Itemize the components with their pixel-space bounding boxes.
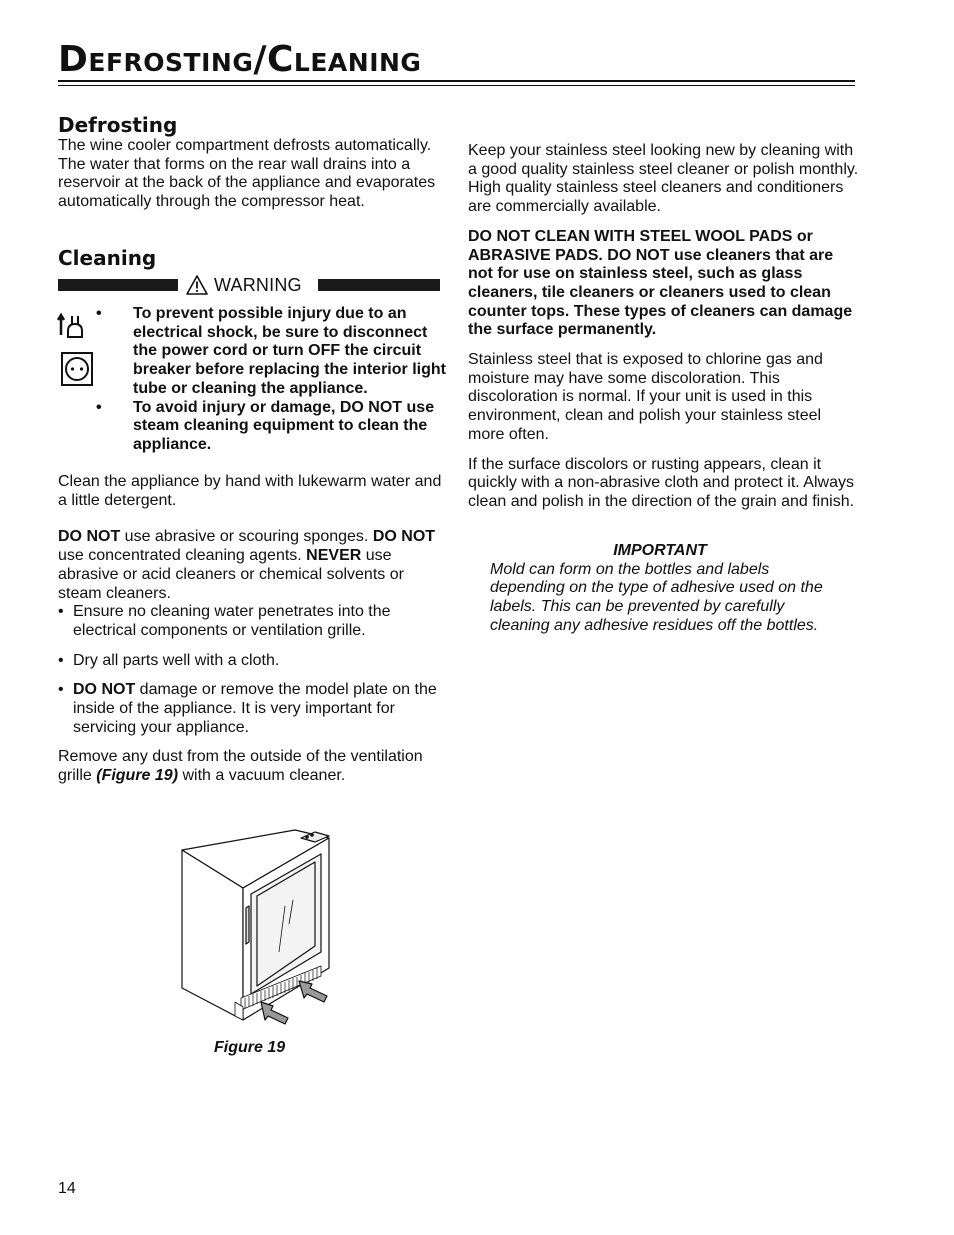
- list-item: • DO NOT damage or remove the model plate on the inside of the appliance. It is very important for servicing your appliance.: [58, 681, 437, 736]
- warning-bar-left: [58, 279, 178, 291]
- cleaning-para3: Remove any dust from the outside of the ventilation grille (Figure 19) with a vacuum cleaner.: [58, 748, 423, 785]
- wine-cooler-figure: [175, 826, 360, 1026]
- right-para2: DO NOT CLEAN WITH STEEL WOOL PADS or ABRASIVE PADS. DO NOT use cleaners that are not for use on stainless steel, such as glass cleaners, tile cleaners or cleaners used to clean counter tops. These types of cleaners can damage the surface permanently.: [468, 227, 853, 339]
- cleaning-para2: DO NOT use abrasive or scouring sponges. DO NOT use concentrated cleaning agents. NEVER use abrasive or acid cleaners or chemical solvents or steam cleaners.: [58, 528, 436, 602]
- electrical-plug-icon: [57, 309, 97, 389]
- defrosting-section: [58, 113, 448, 212]
- right-para1: Keep your stainless steel looking new by cleaning with a good quality stainless steel cleaner or polish monthly. High quality stainless steel cleaners and conditioners are commercially available.: [468, 142, 859, 216]
- right-para3: Stainless steel that is exposed to chlorine gas and moisture may have some discoloration. This discoloration is normal. If your unit is used in this environment, clean and polish your stainless steel more often.: [468, 351, 823, 443]
- title-rule: [58, 80, 855, 82]
- defrosting-heading: Defrosting: [58, 113, 178, 137]
- cleaning-body: [58, 473, 448, 786]
- cleaning-para1: Clean the appliance by hand with lukewarm water and a little detergent.: [58, 473, 442, 509]
- list-item: • Dry all parts well with a cloth.: [58, 651, 280, 669]
- right-para4: If the surface discolors or rusting appears, clean it quickly with a non-abrasive cloth and protect it. Always clean and polish in the direction of the grain and finish.: [468, 455, 855, 510]
- list-item: • Ensure no cleaning water penetrates into the electrical components or ventilation grille.: [58, 603, 391, 639]
- warning-triangle-icon: [186, 275, 208, 295]
- cleaning-bullets: [58, 603, 448, 737]
- warning-bar-right: [318, 279, 440, 291]
- warning-item: • To prevent possible injury due to an electrical shock, be sure to disconnect the power cord or turn OFF the circuit breaker before replacing the interior light tube or cleaning the appliance.: [96, 305, 446, 397]
- warning-label: [186, 274, 302, 296]
- warning-text: WARNING: [214, 275, 302, 295]
- warning-item: • To avoid injury or damage, DO NOT use steam cleaning equipment to clean the appliance.: [96, 398, 435, 453]
- right-column: [468, 142, 860, 512]
- important-text: Mold can form on the bottles and labels depending on the type of adhesive used on the labels. This can be prevented by carefully cleaning any adhesive residues off the bottles.: [490, 560, 823, 634]
- cleaning-heading-block: [58, 246, 448, 270]
- page-title: Defrosting/Cleaning: [58, 39, 422, 80]
- important-note: [490, 542, 830, 636]
- defrosting-text: The wine cooler compartment defrosts automatically. The water that forms on the rear wall drains into a reservoir at the back of the appliance and evaporates automatically through the compressor heat.: [58, 137, 436, 211]
- cleaning-heading: Cleaning: [58, 246, 157, 270]
- figure-caption: Figure 19: [214, 1039, 286, 1056]
- warning-list: [96, 305, 446, 455]
- important-heading: IMPORTANT: [613, 542, 707, 559]
- page-number: 14: [58, 1180, 76, 1197]
- title-rule-thin: [58, 85, 855, 86]
